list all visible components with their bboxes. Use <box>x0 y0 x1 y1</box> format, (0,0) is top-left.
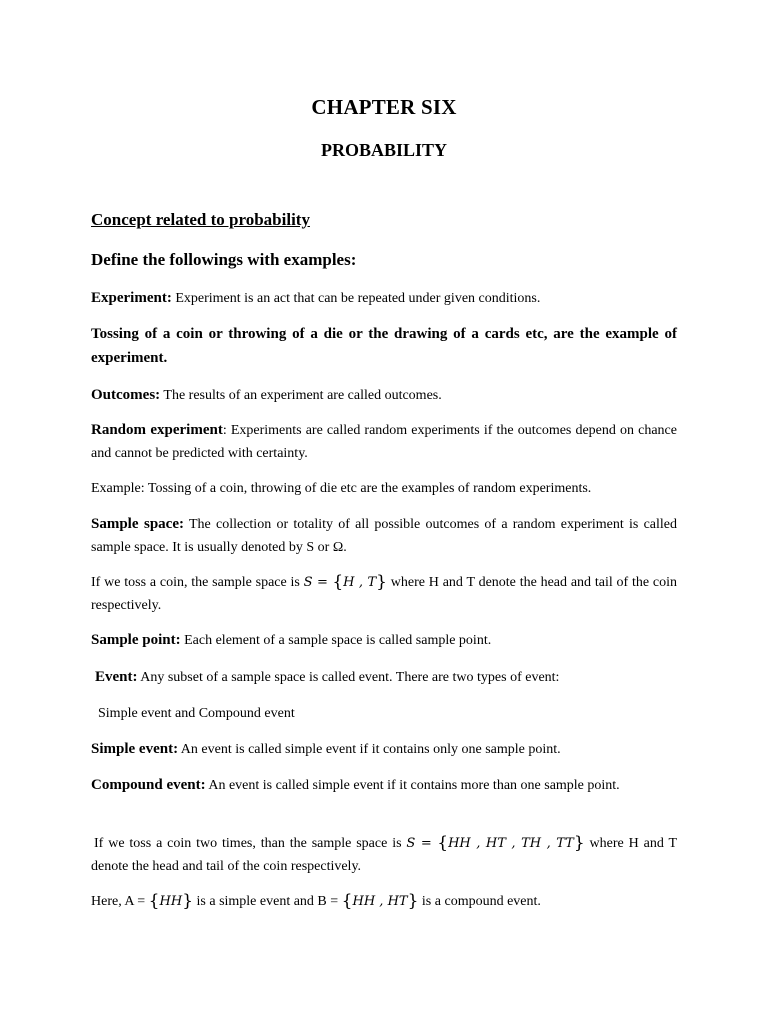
experiment-example: Tossing of a coin or throwing of a die or the drawing of a cards etc, are the example of experiment. <box>91 326 677 366</box>
experiment-text: Experiment is an act that can be repeated under given conditions. <box>171 291 541 306</box>
compound-event-text: An event is called simple event if it contains more than one sample point. <box>205 778 620 793</box>
define-heading: Define the followings with examples: <box>91 250 357 269</box>
sample-space-term: Sample space: <box>91 516 184 532</box>
outcomes-text: The results of an experiment are called outcomes. <box>160 388 442 403</box>
event-b-set: {HH , HT} <box>341 891 419 911</box>
event-text: Any subset of a sample space is called event. There are two types of event: <box>137 670 560 685</box>
event-definition <box>95 666 681 689</box>
event-examples: Here, A = {HH} is a simple event and B = {HH , HT} is a compound event. <box>91 891 541 911</box>
outcomes-term: Outcomes: <box>91 387 161 403</box>
sample-space-definition <box>91 513 677 559</box>
experiment-definition <box>91 287 677 310</box>
sample-point-definition <box>91 629 677 652</box>
compound-event-definition <box>91 774 677 797</box>
compound-event-term: Compound event: <box>91 777 206 793</box>
simple-event-text: An event is called simple event if it contains only one sample point. <box>178 742 561 757</box>
random-example: Example: Tossing of a coin, throwing of die etc are the examples of random experiments. <box>91 481 592 496</box>
two-toss-sample-space: If we toss a coin two times, than the sample space is S = {HH , HT , TH , TT} where H and T denote the head and tail of the coin respectively. <box>91 833 677 874</box>
coin-sample-space-formula: S = {H , T} <box>303 572 387 592</box>
chapter-title: CHAPTER SIX <box>311 95 457 119</box>
section-title: PROBABILITY <box>320 140 448 160</box>
event-a-set: {HH} <box>148 891 194 911</box>
concept-heading: Concept related to probability <box>91 210 310 229</box>
sample-space-text: The collection or totality of all possible outcomes of a random experiment is called sample space. It is usually denoted by S or Ω. <box>91 517 677 555</box>
document-page <box>91 0 677 1024</box>
event-types: Simple event and Compound event <box>98 706 295 721</box>
coin-sample-space: If we toss a coin, the sample space is S = {H , T} where H and T denote the head and tail of the coin respectively. <box>91 572 677 613</box>
sample-point-term: Sample point: <box>91 632 181 648</box>
experiment-term: Experiment: <box>91 290 172 306</box>
random-experiment-term: Random experiment <box>91 422 223 438</box>
random-experiment-text: : Experiments are called random experiments if the outcomes depend on chance and cannot be predicted with certainty. <box>91 423 677 461</box>
random-experiment-definition <box>91 419 677 465</box>
simple-event-term: Simple event: <box>91 741 179 757</box>
sample-point-text: Each element of a sample space is called sample point. <box>180 633 492 648</box>
two-toss-formula: S = {HH , HT , TH , TT} <box>406 833 585 853</box>
event-term: Event: <box>95 669 138 685</box>
simple-event-definition <box>91 738 677 761</box>
outcomes-definition <box>91 384 677 407</box>
